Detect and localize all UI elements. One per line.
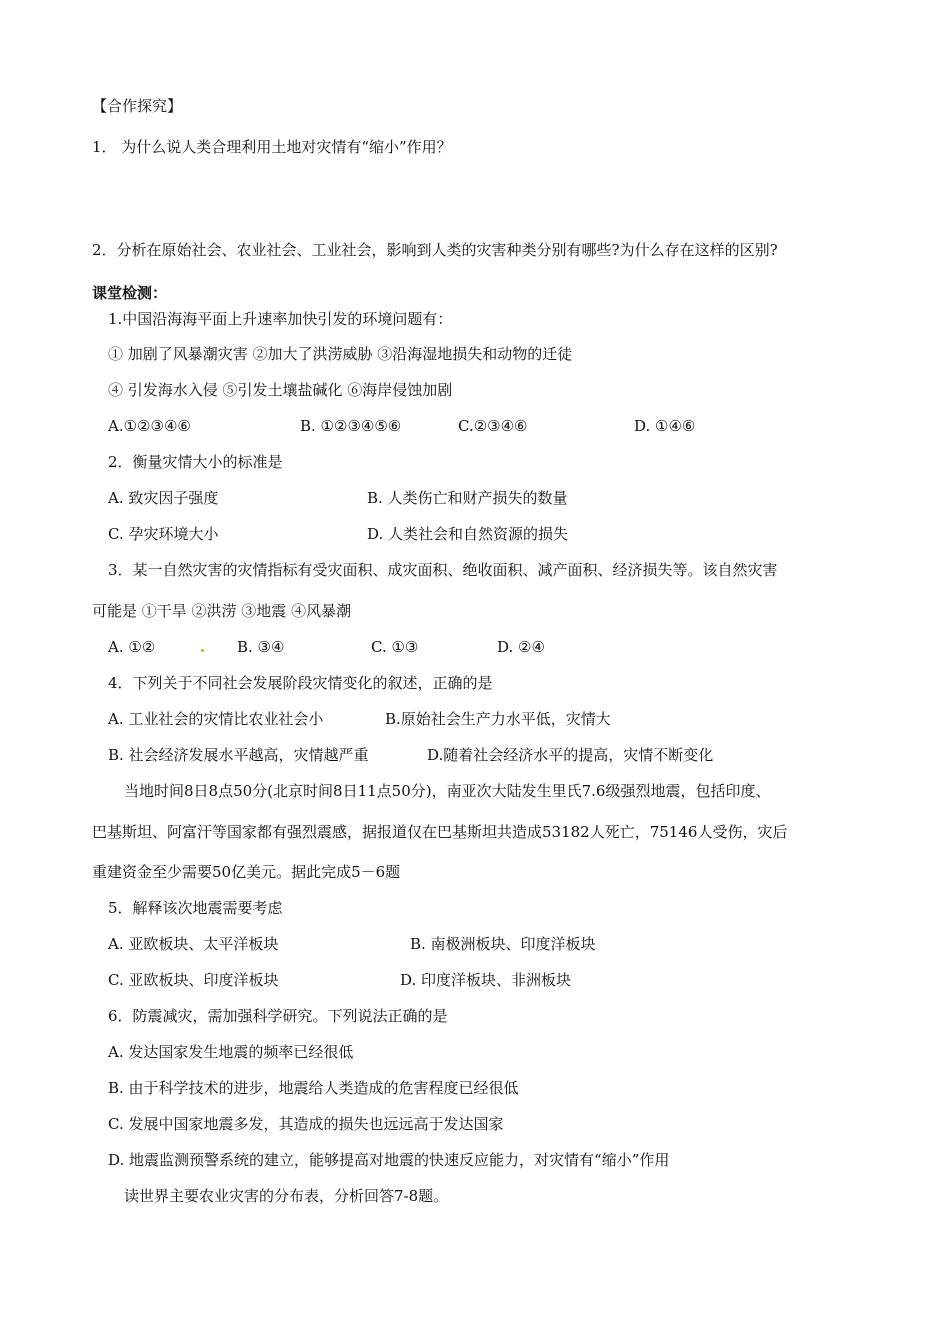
- test-q6-stem: 6．防震减灾，需加强科学研究。下列说法正确的是: [108, 1007, 448, 1025]
- test-q1-stem: 1.中国沿海海平面上升速率加快引发的环境问题有：: [108, 310, 453, 328]
- test-q5-option-b: B. 南极洲板块、印度洋板块: [410, 935, 596, 953]
- test-q4-option-c: B. 社会经济发展水平越高，灾情越严重: [108, 746, 369, 764]
- table-intro: 读世界主要农业灾害的分布表，分析回答7-8题。: [124, 1187, 449, 1205]
- test-q1-option-c: C.②③④⑥: [458, 417, 528, 435]
- test-q2-stem: 2．衡量灾情大小的标准是: [108, 453, 283, 471]
- section-heading-explore: 【合作探究】: [92, 97, 183, 115]
- test-q4-option-b: B.原始社会生产力水平低，灾情大: [385, 710, 611, 728]
- test-q5-option-d: D. 印度洋板块、非洲板块: [400, 971, 572, 989]
- explore-question-2: 2．分析在原始社会、农业社会、工业社会，影响到人类的灾害种类分别有哪些?为什么存在这样的区别?: [92, 241, 778, 259]
- passage-line-2: 巴基斯坦、阿富汗等国家都有强烈震感，据报道仅在巴基斯坦共造成53182人死亡，75146人受伤，灾后: [92, 823, 788, 841]
- test-q2-option-c: C. 孕灾环境大小: [108, 525, 219, 543]
- passage-line-3: 重建资金至少需要50亿美元。据此完成5－6题: [92, 863, 401, 881]
- test-q5-stem: 5．解释该次地震需要考虑: [108, 899, 283, 917]
- test-q6-option-d: D. 地震监测预警系统的建立，能够提高对地震的快速反应能力，对灾情有“缩小”作用: [108, 1151, 670, 1169]
- test-q2-option-b: B. 人类伤亡和财产损失的数量: [367, 489, 568, 507]
- test-q6-option-a: A. 发达国家发生地震的频率已经很低: [108, 1043, 354, 1061]
- test-q3-stem-line-1: 3．某一自然灾害的灾情指标有受灾面积、成灾面积、绝收面积、减产面积、经济损失等。该自然灾害: [108, 561, 778, 579]
- test-q4-stem: 4．下列关于不同社会发展阶段灾情变化的叙述，正确的是: [108, 674, 493, 692]
- stray-mark: [201, 649, 204, 652]
- test-q2-option-d: D. 人类社会和自然资源的损失: [367, 525, 569, 543]
- test-q1-items-a: ① 加剧了风暴潮灾害 ②加大了洪涝威胁 ③沿海湿地损失和动物的迁徒: [108, 345, 573, 363]
- test-q1-option-a: A.①②③④⑥: [108, 417, 191, 435]
- test-q3-stem-line-2: 可能是 ①干旱 ②洪涝 ③地震 ④风暴潮: [92, 602, 352, 620]
- test-q3-option-c: C. ①③: [371, 638, 419, 656]
- section-heading-test: 课堂检测：: [92, 284, 168, 302]
- test-q1-option-d: D. ①④⑥: [634, 417, 696, 435]
- test-q6-option-b: B. 由于科学技术的进步，地震给人类造成的危害程度已经很低: [108, 1079, 519, 1097]
- test-q4-option-a: A. 工业社会的灾情比农业社会小: [108, 710, 324, 728]
- test-q4-option-d: D.随着社会经济水平的提高，灾情不断变化: [427, 746, 714, 764]
- test-q1-option-b: B. ①②③④⑤⑥: [300, 417, 402, 435]
- test-q5-option-a: A. 亚欧板块、太平洋板块: [108, 935, 279, 953]
- test-q5-option-c: C. 亚欧板块、印度洋板块: [108, 971, 279, 989]
- test-q1-items-b: ④ 引发海水入侵 ⑤引发土壤盐碱化 ⑥海岸侵蚀加剧: [108, 381, 453, 399]
- test-q3-option-d: D. ②④: [497, 638, 545, 656]
- test-q3-option-a: A. ①②: [108, 638, 156, 656]
- test-q6-option-c: C. 发展中国家地震多发，其造成的损失也远远高于发达国家: [108, 1115, 504, 1133]
- test-q2-option-a: A. 致灾因子强度: [108, 489, 219, 507]
- explore-question-1: 1． 为什么说人类合理利用土地对灾情有“缩小”作用？: [92, 138, 452, 156]
- test-q3-option-b: B. ③④: [237, 638, 285, 656]
- passage-line-1: 当地时间8日8点50分(北京时间8日11点50分)，南亚次大陆发生里氏7.6级强烈地震，包括印度、: [124, 782, 771, 800]
